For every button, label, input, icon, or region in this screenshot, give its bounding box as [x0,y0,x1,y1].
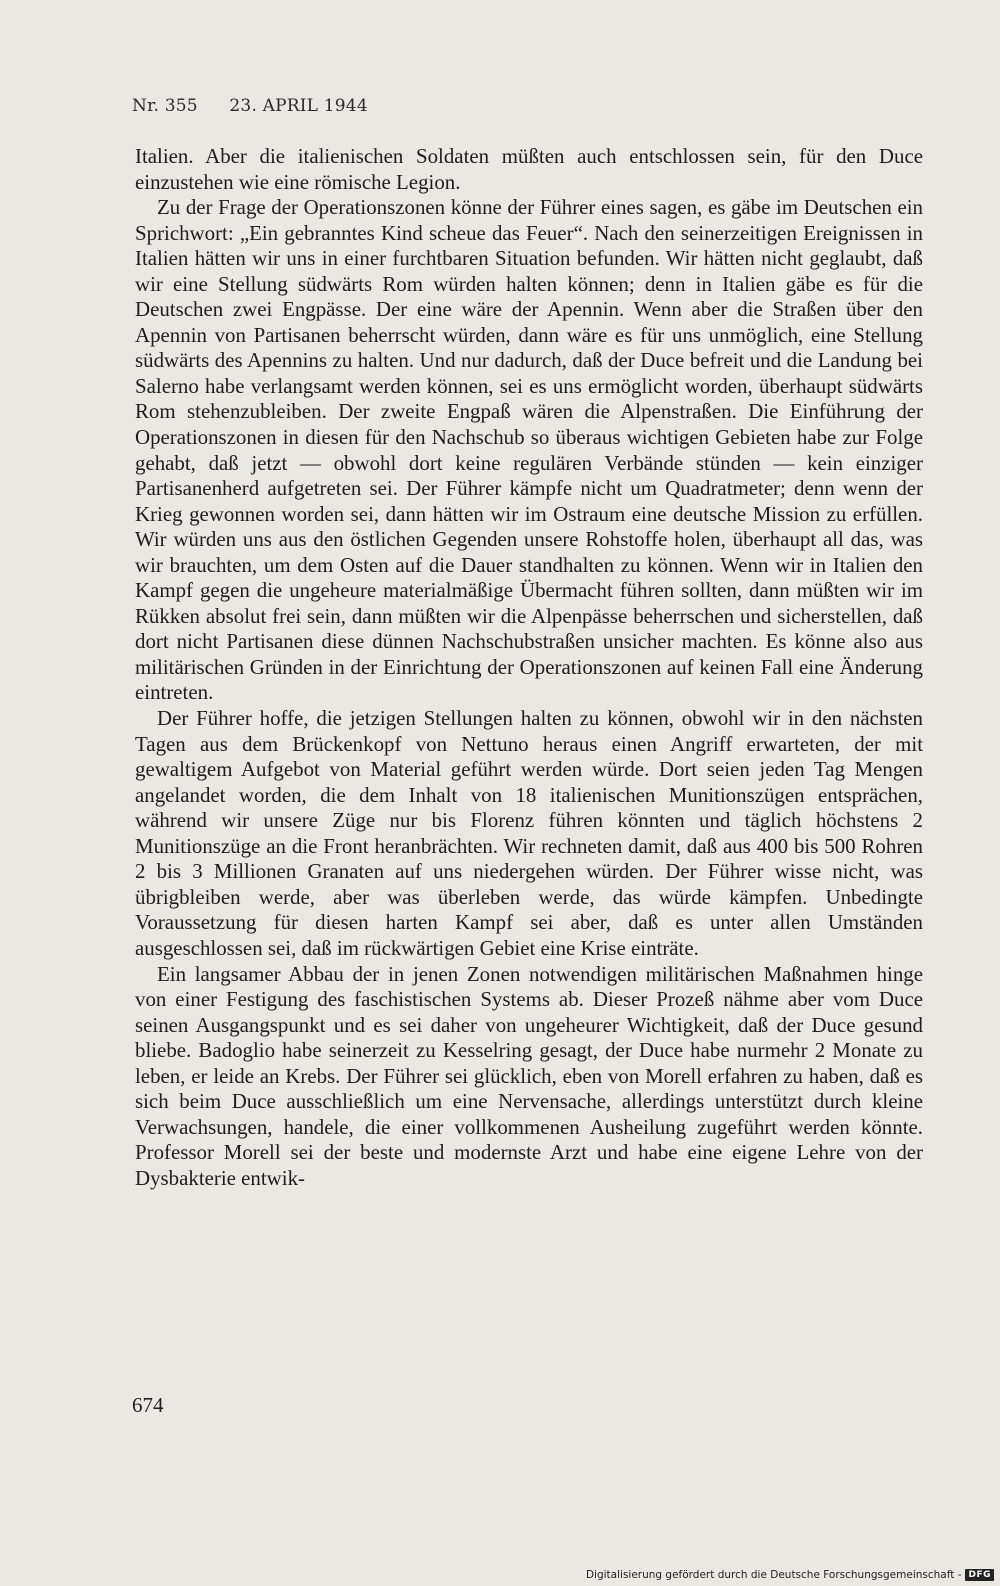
page-number: 674 [132,1393,164,1417]
paragraph: Zu der Frage der Operationszonen könne der Führer eines sagen, es gäbe im Deutschen ein Sprichwort: „Ein gebranntes Kind scheue das Feuer“. Nach den seinerzeitigen Ereignissen in Italien hätten wir uns in einer furchtbaren Situation befunden. Wir hätten nicht geglaubt, daß wir eine Stellung südwärts Rom würden halten können; denn in Italien gäbe es für die Deutschen zwei Engpässe. Der eine wäre der Apennin. Wenn aber die Straßen über den Apennin von Partisanen beherrscht würden, dann wäre es für uns unmöglich, eine Stellung südwärts des Apennins zu halten. Und nur dadurch, daß der Duce befreit und die Landung bei Salerno habe verlangsamt werden können, sei es uns ermöglicht worden, überhaupt südwärts Rom stehenzubleiben. Der zweite Engpaß wären die Alpenstraßen. Die Einführung der Operationszonen in diesen für den Nachschub so überaus wichtigen Gebieten habe zur Folge gehabt, daß jetzt — obwohl dort keine regulären Verbände stünden — kein einziger Partisanenherd aufgetreten sei. Der Führer kämpfe nicht um Quadratmeter; denn wenn der Krieg gewonnen worden sei, dann hätten wir im Ostraum eine deutsche Mission zu erfüllen. Wir würden uns aus den östlichen Gegenden unsere Rohstoffe holen, überhaupt all das, was wir brauchten, um dem Osten auf die Dauer standhalten zu können. Wenn wir in Italien den Kampf gegen die ungeheure materialmäßige Übermacht führen sollten, dann müßten wir im Rükken absolut frei sein, dann müßten wir die Alpenpässe beherrschen und sicherstellen, daß dort nicht Partisanen diese dünnen Nachschubstraßen unsicher machten. Es könne also aus militärischen Gründen in der Einrichtung der Operationszonen auf keinen Fall eine Änderung eintreten. [135,195,923,705]
document-number: Nr. 355 [132,96,198,116]
paragraph: Italien. Aber die italienischen Soldaten müßten auch entschlossen sein, für den Duce einzustehen wie eine römische Legion. [135,144,923,194]
document-date: 23. APRIL 1944 [229,96,368,116]
paragraph: Der Führer hoffe, die jetzigen Stellungen halten zu können, obwohl wir in den nächsten Tagen aus dem Brückenkopf von Nettuno heraus einen Angriff erwarteten, der mit gewaltigem Aufgebot von Material geführt werden würde. Dort seien jeden Tag Mengen angelandet worden, die dem Inhalt von 18 italienischen Munitionszügen entsprächen, während wir unsere Züge nur bis Florenz führen könnten und täglich höchstens 2 Munitionszüge an die Front heranbrächten. Wir rechneten damit, daß aus 400 bis 500 Rohren 2 bis 3 Millionen Granaten auf uns niedergehen würden. Der Führer wisse nicht, was übrigbleiben werde, aber was überleben werde, das würde kämpfen. Unbedingte Voraussetzung für diesen harten Kampf sei aber, daß es unter allen Umständen ausgeschlossen sei, daß im rückwärtigen Gebiet eine Krise einträte. [135,706,923,960]
running-head [132,96,368,116]
body-text [135,144,923,1191]
dfg-logo: DFG [965,1569,994,1581]
digitization-credit [586,1566,994,1584]
paragraph: Ein langsamer Abbau der in jenen Zonen notwendigen militärischen Maßnahmen hinge von einer Festigung des faschistischen Systems ab. Dieser Prozeß nähme aber vom Duce seinen Ausgangspunkt und es sei daher von ungeheurer Wichtigkeit, daß der Duce gesund bliebe. Badoglio habe seinerzeit zu Kesselring gesagt, der Duce habe nurmehr 2 Monate zu leben, er leide an Krebs. Der Führer sei glücklich, eben von Morell erfahren zu haben, daß es sich beim Duce ausschließlich um eine Nervensache, allerdings unterstützt durch kleine Verwachsungen, handele, die einer vollkommenen Ausheilung zugeführt werden könnte. Professor Morell sei der beste und modernste Arzt und habe eine eigene Lehre von der Dysbakterie entwik- [135,961,923,1190]
credit-text: Digitalisierung gefördert durch die Deutsche Forschungsgemeinschaft - [585,1569,962,1581]
